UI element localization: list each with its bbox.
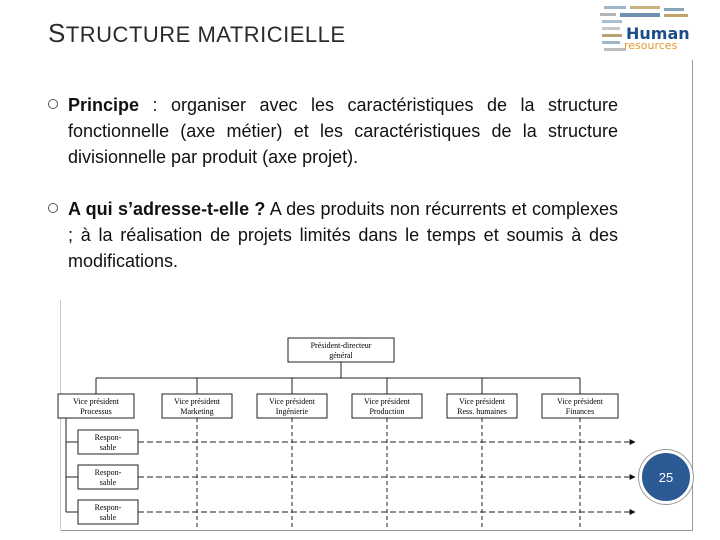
org-top-line1: Président-directeur xyxy=(310,341,372,350)
org-resp-line2: sable xyxy=(99,513,117,522)
org-vp-line2: Marketing xyxy=(180,407,214,416)
org-resp-line2: sable xyxy=(99,443,117,452)
org-resp-line2: sable xyxy=(99,478,117,487)
org-resp-line1: Respon- xyxy=(94,468,122,477)
org-responsable-box-2 xyxy=(78,465,138,489)
org-vp-line1: Vice président xyxy=(269,397,315,406)
org-vp-box-finances xyxy=(542,394,618,418)
human-resources-logo xyxy=(596,2,692,54)
org-vp-line1: Vice président xyxy=(459,397,505,406)
org-vp-line2: Ingénierie xyxy=(275,407,309,416)
org-vp-box-ress-humaines xyxy=(447,394,517,418)
bullet-text: : organiser avec les caractéristiques de la structure fonctionnelle (axe métier) et les caractéristiques de la structure divisionnelle par produit (axe projet). xyxy=(68,95,618,167)
frame-line-bottom xyxy=(60,530,693,531)
frame-line-right xyxy=(692,60,693,530)
logo-word-human: Human xyxy=(626,24,690,43)
org-vp-line2: Finances xyxy=(565,407,595,416)
org-chart xyxy=(50,330,640,530)
org-resp-line1: Respon- xyxy=(94,433,122,442)
bullet-circle-icon xyxy=(48,203,58,213)
bullet-bold-label: Principe xyxy=(68,95,140,115)
title-rest: TRUCTURE MATRICIELLE xyxy=(65,22,346,47)
org-vp-box-production xyxy=(352,394,422,418)
logo-word-resources: resources xyxy=(624,39,678,52)
bullet-principe xyxy=(48,92,618,170)
org-vp-box-ingenierie xyxy=(257,394,327,418)
bullet-a-qui xyxy=(48,196,618,274)
org-top-box xyxy=(288,338,394,362)
org-vp-line1: Vice président xyxy=(557,397,603,406)
bullet-circle-icon xyxy=(48,99,58,109)
org-vp-box-marketing xyxy=(162,394,232,418)
org-resp-line1: Respon- xyxy=(94,503,122,512)
org-vp-line2: Production xyxy=(369,407,405,416)
org-responsable-box-1 xyxy=(78,430,138,454)
page-number-badge: 25 xyxy=(639,450,693,504)
org-chart-diagram xyxy=(50,330,640,530)
org-responsable-box-3 xyxy=(78,500,138,524)
bullet-list xyxy=(48,92,618,300)
bullet-text: A des produits non récurrents et complexes ; à la réalisation de projets limités dans le temps et soumis à des modifications. xyxy=(68,199,618,271)
org-vp-line2: Processus xyxy=(80,407,112,416)
org-vp-line1: Vice président xyxy=(364,397,410,406)
title-initial: S xyxy=(48,18,66,48)
bullet-bold-label: A qui s’adresse-t-elle ? xyxy=(68,199,266,219)
org-vp-line2: Ress. humaines xyxy=(457,407,507,416)
slide-title xyxy=(48,18,346,49)
org-vp-line1: Vice président xyxy=(174,397,220,406)
org-top-line2: général xyxy=(329,351,353,360)
org-vp-box-processus xyxy=(58,394,134,418)
org-vp-line1: Vice président xyxy=(73,397,119,406)
